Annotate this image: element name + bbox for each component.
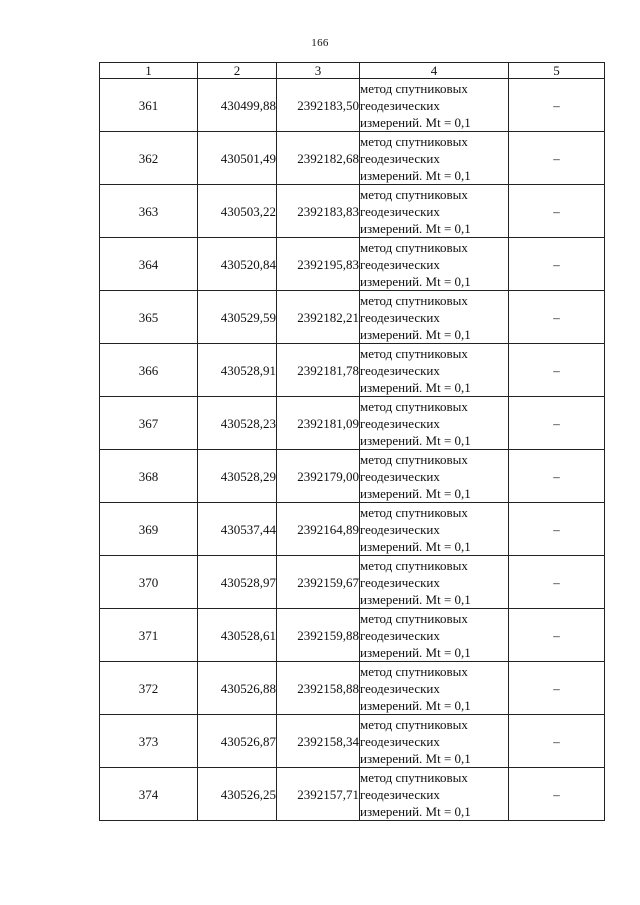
x-coordinate-cell: 430528,91 bbox=[198, 344, 277, 397]
method-cell: метод спутниковых геодезических измерений. Mt = 0,1 bbox=[360, 79, 509, 132]
x-coordinate-cell: 430499,88 bbox=[198, 79, 277, 132]
x-coordinate-cell: 430526,87 bbox=[198, 715, 277, 768]
note-cell: – bbox=[509, 715, 605, 768]
table-row bbox=[100, 79, 605, 132]
x-coordinate-cell: 430520,84 bbox=[198, 238, 277, 291]
header-col-1: 1 bbox=[100, 63, 198, 79]
note-cell: – bbox=[509, 503, 605, 556]
point-number-cell: 371 bbox=[100, 609, 198, 662]
table-row bbox=[100, 503, 605, 556]
note-cell: – bbox=[509, 450, 605, 503]
y-coordinate-cell: 2392179,00 bbox=[277, 450, 360, 503]
point-number-cell: 363 bbox=[100, 185, 198, 238]
header-col-4: 4 bbox=[360, 63, 509, 79]
x-coordinate-cell: 430528,29 bbox=[198, 450, 277, 503]
page-number: 166 bbox=[311, 37, 329, 49]
point-number-cell: 372 bbox=[100, 662, 198, 715]
point-number-cell: 369 bbox=[100, 503, 198, 556]
y-coordinate-cell: 2392181,09 bbox=[277, 397, 360, 450]
point-number-cell: 366 bbox=[100, 344, 198, 397]
note-cell: – bbox=[509, 79, 605, 132]
method-cell: метод спутниковых геодезических измерений. Mt = 0,1 bbox=[360, 450, 509, 503]
method-cell: метод спутниковых геодезических измерений. Mt = 0,1 bbox=[360, 768, 509, 821]
point-number-cell: 368 bbox=[100, 450, 198, 503]
table-row bbox=[100, 715, 605, 768]
y-coordinate-cell: 2392159,88 bbox=[277, 609, 360, 662]
header-col-2: 2 bbox=[198, 63, 277, 79]
point-number-cell: 367 bbox=[100, 397, 198, 450]
note-cell: – bbox=[509, 556, 605, 609]
table-row bbox=[100, 132, 605, 185]
header-row bbox=[100, 63, 605, 79]
method-cell: метод спутниковых геодезических измерений. Mt = 0,1 bbox=[360, 715, 509, 768]
table-row bbox=[100, 768, 605, 821]
y-coordinate-cell: 2392181,78 bbox=[277, 344, 360, 397]
note-cell: – bbox=[509, 609, 605, 662]
note-cell: – bbox=[509, 768, 605, 821]
y-coordinate-cell: 2392158,34 bbox=[277, 715, 360, 768]
y-coordinate-cell: 2392157,71 bbox=[277, 768, 360, 821]
note-cell: – bbox=[509, 291, 605, 344]
method-cell: метод спутниковых геодезических измерений. Mt = 0,1 bbox=[360, 609, 509, 662]
coordinates-table bbox=[99, 62, 605, 821]
point-number-cell: 362 bbox=[100, 132, 198, 185]
point-number-cell: 365 bbox=[100, 291, 198, 344]
y-coordinate-cell: 2392183,83 bbox=[277, 185, 360, 238]
table-row bbox=[100, 556, 605, 609]
table-row bbox=[100, 609, 605, 662]
y-coordinate-cell: 2392159,67 bbox=[277, 556, 360, 609]
note-cell: – bbox=[509, 397, 605, 450]
y-coordinate-cell: 2392182,21 bbox=[277, 291, 360, 344]
x-coordinate-cell: 430526,25 bbox=[198, 768, 277, 821]
method-cell: метод спутниковых геодезических измерений. Mt = 0,1 bbox=[360, 291, 509, 344]
table-row bbox=[100, 397, 605, 450]
table-row bbox=[100, 185, 605, 238]
x-coordinate-cell: 430528,23 bbox=[198, 397, 277, 450]
note-cell: – bbox=[509, 238, 605, 291]
method-cell: метод спутниковых геодезических измерений. Mt = 0,1 bbox=[360, 238, 509, 291]
table-row bbox=[100, 291, 605, 344]
x-coordinate-cell: 430529,59 bbox=[198, 291, 277, 344]
method-cell: метод спутниковых геодезических измерений. Mt = 0,1 bbox=[360, 344, 509, 397]
method-cell: метод спутниковых геодезических измерений. Mt = 0,1 bbox=[360, 662, 509, 715]
y-coordinate-cell: 2392195,83 bbox=[277, 238, 360, 291]
header-col-3: 3 bbox=[277, 63, 360, 79]
table-row bbox=[100, 450, 605, 503]
y-coordinate-cell: 2392182,68 bbox=[277, 132, 360, 185]
x-coordinate-cell: 430503,22 bbox=[198, 185, 277, 238]
table-row bbox=[100, 344, 605, 397]
method-cell: метод спутниковых геодезических измерений. Mt = 0,1 bbox=[360, 185, 509, 238]
method-cell: метод спутниковых геодезических измерений. Mt = 0,1 bbox=[360, 503, 509, 556]
point-number-cell: 361 bbox=[100, 79, 198, 132]
point-number-cell: 374 bbox=[100, 768, 198, 821]
y-coordinate-cell: 2392183,50 bbox=[277, 79, 360, 132]
note-cell: – bbox=[509, 344, 605, 397]
y-coordinate-cell: 2392158,88 bbox=[277, 662, 360, 715]
point-number-cell: 373 bbox=[100, 715, 198, 768]
x-coordinate-cell: 430526,88 bbox=[198, 662, 277, 715]
point-number-cell: 370 bbox=[100, 556, 198, 609]
method-cell: метод спутниковых геодезических измерений. Mt = 0,1 bbox=[360, 132, 509, 185]
table-body bbox=[100, 79, 605, 821]
x-coordinate-cell: 430528,97 bbox=[198, 556, 277, 609]
note-cell: – bbox=[509, 185, 605, 238]
table-row bbox=[100, 662, 605, 715]
header-col-5: 5 bbox=[509, 63, 605, 79]
note-cell: – bbox=[509, 662, 605, 715]
note-cell: – bbox=[509, 132, 605, 185]
x-coordinate-cell: 430528,61 bbox=[198, 609, 277, 662]
method-cell: метод спутниковых геодезических измерений. Mt = 0,1 bbox=[360, 556, 509, 609]
point-number-cell: 364 bbox=[100, 238, 198, 291]
table-row bbox=[100, 238, 605, 291]
x-coordinate-cell: 430501,49 bbox=[198, 132, 277, 185]
table-header bbox=[100, 63, 605, 79]
x-coordinate-cell: 430537,44 bbox=[198, 503, 277, 556]
y-coordinate-cell: 2392164,89 bbox=[277, 503, 360, 556]
method-cell: метод спутниковых геодезических измерений. Mt = 0,1 bbox=[360, 397, 509, 450]
